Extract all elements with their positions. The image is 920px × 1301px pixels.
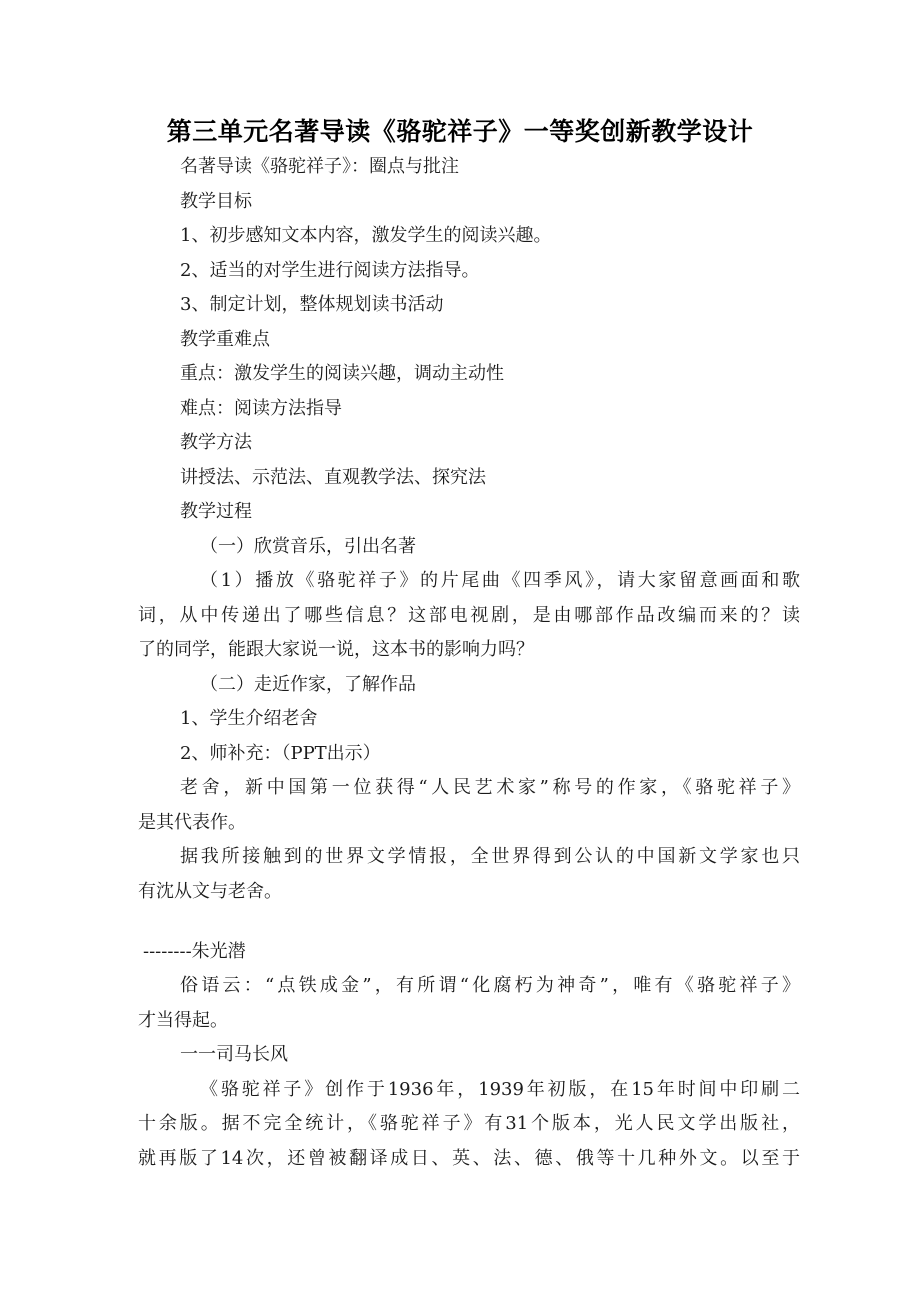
section-heading-process: 教学过程 <box>180 501 252 522</box>
paragraph-line: 词，从中传递出了哪些信息？这部电视剧，是由哪部作品改编而来的？读 <box>138 605 800 626</box>
document-title: 第三单元名著导读《骆驼祥子》一等奖创新教学设计 <box>166 117 754 146</box>
section-heading-key-points: 教学重难点 <box>180 329 270 350</box>
paragraph-line: 据我所接触到的世界文学情报，全世界得到公认的中国新文学家也只 <box>180 846 800 867</box>
difficult-point: 难点：阅读方法指导 <box>180 398 342 419</box>
paragraph-line: 才当得起。 <box>138 1010 228 1031</box>
list-item: 2、师补充：（PPT出示） <box>180 743 381 764</box>
key-point: 重点：激发学生的阅读兴趣，调动主动性 <box>180 363 504 384</box>
paragraph-line: 俗语云：“点铁成金”，有所谓“化腐朽为神奇”，唯有《骆驼祥子》 <box>180 975 800 996</box>
paragraph-line: （1）播放《骆驼祥子》的片尾曲《四季风》，请大家留意画面和歌 <box>200 570 800 591</box>
quote-attribution: --------朱光潜 <box>143 941 246 962</box>
paragraph-line: 老舍，新中国第一位获得“人民艺术家”称号的作家，《骆驼祥子》 <box>180 777 800 798</box>
methods-list: 讲授法、示范法、直观教学法、探究法 <box>180 467 486 488</box>
section-heading-objectives: 教学目标 <box>180 191 252 212</box>
paragraph-line: 有沈从文与老舍。 <box>138 881 282 902</box>
objective-2: 2、适当的对学生进行阅读方法指导。 <box>180 260 480 281</box>
paragraph-line: 十余版。据不完全统计，《骆驼祥子》有31个版本，光人民文学出版社， <box>138 1113 800 1134</box>
paragraph-line: 就再版了14次，还曾被翻译成日、英、法、德、俄等十几种外文。以至于 <box>138 1148 800 1169</box>
paragraph-line: 是其代表作。 <box>138 812 246 833</box>
paragraph-line: 了的同学，能跟大家说一说，这本书的影响力吗？ <box>138 639 534 660</box>
process-step-2-heading: （二）走近作家，了解作品 <box>200 674 416 695</box>
quote-attribution: 一一司马长风 <box>180 1044 288 1065</box>
objective-1: 1、初步感知文本内容，激发学生的阅读兴趣。 <box>180 225 552 246</box>
section-heading-methods: 教学方法 <box>180 432 252 453</box>
subtitle-line: 名著导读《骆驼祥子》：圈点与批注 <box>180 156 459 177</box>
process-step-1-heading: （一）欣赏音乐，引出名著 <box>200 536 416 557</box>
list-item: 1、学生介绍老舍 <box>180 708 318 729</box>
objective-3: 3、制定计划，整体规划读书活动 <box>180 294 444 315</box>
paragraph-line: 《骆驼祥子》创作于1936年，1939年初版，在15年时间中印刷二 <box>200 1079 800 1100</box>
